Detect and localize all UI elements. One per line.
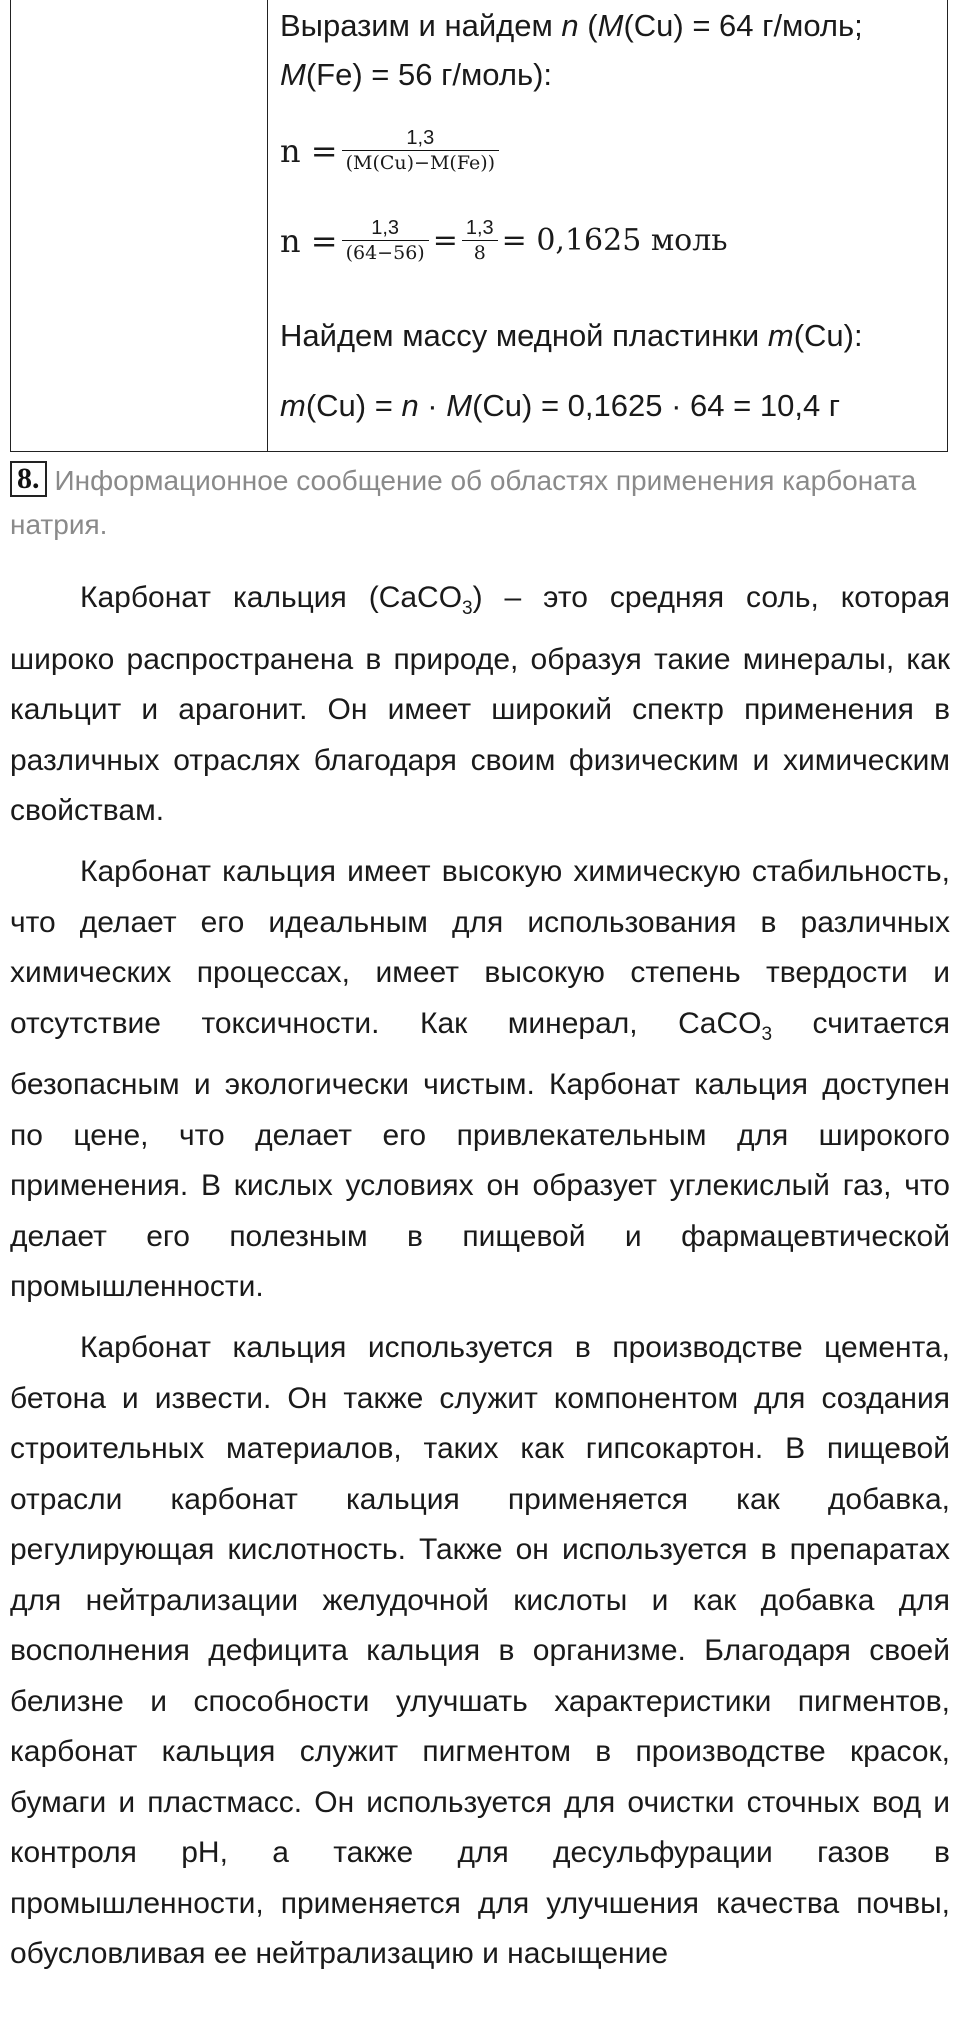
fraction bbox=[342, 216, 429, 265]
text: Карбонат кальция имеет высокую химическую стабильность, что делает его идеальным для использования в различных химических процессах, имеет высокую степень твердости и отсутствие токсичности. Как минерал, CaCO bbox=[10, 855, 950, 1040]
text: ( bbox=[578, 8, 598, 43]
var-n: n bbox=[561, 8, 579, 43]
solution-table bbox=[10, 0, 948, 452]
table-left-cell bbox=[11, 0, 268, 451]
solution-line-3 bbox=[280, 316, 863, 356]
equation-1 bbox=[280, 126, 503, 175]
paragraph-3: Карбонат кальция используется в производстве цемента, бетона и извести. Он также служит компонентом для создания строительных материалов, таких как гипсокартон. В пищевой отрасли карбонат кальция применяется как добавка, регулирующая кислотность. Также он используется в препаратах для нейтрализации желудочной кислоты и как добавка для восполнения дефицита кальция в организме. Благодаря своей белизне и способности улучшать характеристики пигментов, карбонат кальция служит пигментом в производстве красок, бумаги и пластмасс. Он используется для очистки сточных вод и контроля pH, а также для десульфурации газов в промышленности, применяется для улучшения качества почвы, обусловливая ее нейтрализацию и насыщение bbox=[10, 1331, 950, 1970]
denominator: (M(Cu)−M(Fe)) bbox=[345, 152, 496, 174]
subscript: 3 bbox=[462, 598, 473, 619]
text: (Cu) = 0,1625 · 64 = 10,4 г bbox=[472, 388, 841, 423]
var-m: m bbox=[280, 388, 306, 423]
paragraph-1 bbox=[10, 573, 950, 837]
text: (Cu): bbox=[793, 318, 863, 353]
numerator: 1,3 bbox=[465, 217, 494, 239]
text: Карбонат кальция (CaCO bbox=[80, 581, 463, 614]
text: (Cu) = bbox=[305, 388, 402, 423]
equals: = bbox=[432, 223, 458, 258]
text: ) – это средняя соль, которая широко распространена в природе, образуя такие минералы, как кальцит и арагонит. Он имеет широкий спектр применения в различных отраслях благодаря своим физическим и химическим свойствам. bbox=[10, 581, 950, 827]
denominator: (64−56) bbox=[345, 242, 425, 264]
numerator: 1,3 bbox=[371, 217, 400, 239]
fraction bbox=[462, 216, 498, 265]
var-M: M bbox=[446, 388, 473, 423]
table-right-cell bbox=[268, 0, 947, 451]
numerator: 1,3 bbox=[406, 127, 435, 149]
denominator: 8 bbox=[473, 242, 486, 264]
fraction bbox=[342, 126, 499, 175]
text: · bbox=[418, 388, 447, 423]
equation-2 bbox=[280, 216, 728, 265]
solution-line-1 bbox=[280, 6, 863, 46]
text: Найдем массу медной пластинки bbox=[280, 318, 768, 353]
eq-lhs: n = bbox=[280, 221, 338, 260]
text: считается безопасным и экологически чистым. Карбонат кальция доступен по цене, что делает его привлекательным для широкого применения. В кислых условиях он образует углекислый газ, что делает его полезным в пищевой и фармацевтической промышленности. bbox=[10, 1006, 951, 1303]
text: Выразим и найдем bbox=[280, 8, 562, 43]
var-M: M bbox=[280, 57, 306, 92]
var-m: m bbox=[767, 318, 794, 353]
var-n: n bbox=[401, 388, 419, 423]
task-number: 8. bbox=[10, 461, 47, 497]
text: (Fe) = 56 г/моль): bbox=[305, 57, 553, 92]
eq-lhs: n = bbox=[280, 131, 338, 170]
text: (Cu) = 64 г/моль; bbox=[623, 8, 863, 43]
eq-result: = 0,1625 моль bbox=[501, 223, 728, 258]
paragraph-2 bbox=[10, 847, 950, 1313]
solution-line-4 bbox=[280, 386, 840, 426]
task-header bbox=[10, 459, 950, 547]
subscript: 3 bbox=[761, 1023, 773, 1045]
solution-line-2 bbox=[280, 55, 552, 95]
task-title: Информационное сообщение об областях применения карбоната натрия. bbox=[10, 465, 917, 540]
var-M: M bbox=[597, 8, 624, 43]
